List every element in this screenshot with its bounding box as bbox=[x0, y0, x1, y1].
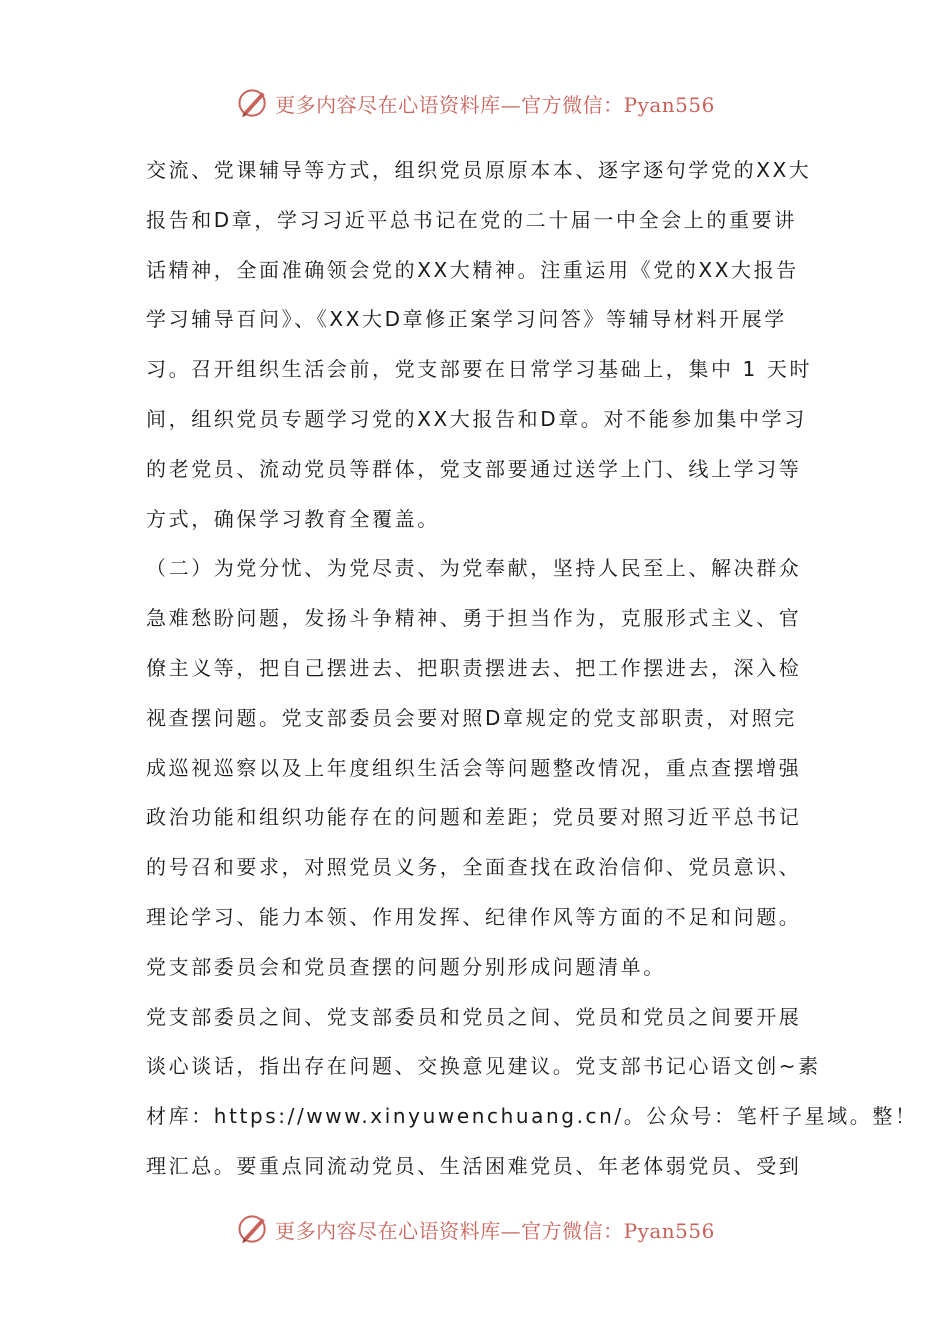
body-line: 习。召开组织生活会前，党支部要在日常学习基础上，集中 1 天时 bbox=[146, 357, 813, 382]
body-line: 理汇总。要重点同流动党员、生活困难党员、年老体弱党员、受到 bbox=[146, 1153, 802, 1178]
footer-banner bbox=[0, 1209, 950, 1249]
body-line: 话精神，全面准确领会党的XX大精神。注重运用《党的XX大报告 bbox=[146, 257, 799, 282]
body-line: 间，组织党员专题学习党的XX大报告和D章。对不能参加集中学习 bbox=[146, 406, 807, 431]
body-line: 党支部委员之间、党支部委员和党员之间、党员和党员之间要开展 bbox=[146, 1004, 802, 1029]
body-line: 急难愁盼问题，发扬斗争精神、勇于担当作为，克服形式主义、官 bbox=[146, 606, 802, 631]
body-line: 交流、党课辅导等方式，组织党员原原本本、逐字逐句学党的XX大 bbox=[146, 158, 812, 182]
body-line: 方式，确保学习教育全覆盖。 bbox=[146, 506, 440, 531]
body-line: 理论学习、能力本领、作用发挥、纪律作风等方面的不足和问题。 bbox=[146, 904, 802, 929]
footer-banner-text: 更多内容尽在心语资料库—官方微信：Pyan556 bbox=[275, 1218, 715, 1243]
body-line: 党支部委员会和党员查摆的问题分别形成问题清单。 bbox=[146, 954, 666, 979]
header-banner bbox=[0, 83, 950, 123]
body-line: （二）为党分忧、为党尽责、为党奉献，坚持人民至上、解决群众 bbox=[146, 556, 802, 581]
body-line: 的号召和要求，对照党员义务，全面查找在政治信仰、党员意识、 bbox=[146, 855, 802, 880]
body-line: 材库：https://www.xinyuwenchuang.cn/。公众号：笔杆子星域。整！ bbox=[146, 1104, 918, 1129]
document-body bbox=[146, 146, 918, 1192]
body-line: 政治功能和组织功能存在的问题和差距；党员要对照习近平总书记 bbox=[146, 805, 802, 830]
pen-logo-icon bbox=[235, 1211, 271, 1247]
body-line: 僚主义等，把自己摆进去、把职责摆进去、把工作摆进去，深入检 bbox=[146, 655, 802, 680]
body-line: 报告和D章，学习习近平总书记在党的二十届一中全会上的重要讲 bbox=[146, 207, 797, 232]
body-line: 的老党员、流动党员等群体，党支部要通过送学上门、线上学习等 bbox=[146, 456, 802, 481]
body-line: 视查摆问题。党支部委员会要对照D章规定的党支部职责，对照完 bbox=[146, 705, 797, 730]
pen-logo-icon bbox=[235, 85, 271, 121]
header-banner-text: 更多内容尽在心语资料库—官方微信：Pyan556 bbox=[275, 92, 715, 117]
body-line: 成巡视巡察以及上年度组织生活会等问题整改情况，重点查摆增强 bbox=[146, 755, 802, 780]
body-line: 谈心谈话，指出存在问题、交换意见建议。党支部书记心语文创~素 bbox=[146, 1054, 821, 1079]
body-line: 学习辅导百问》、《XX大D章修正案学习问答》等辅导材料开展学 bbox=[146, 307, 787, 332]
